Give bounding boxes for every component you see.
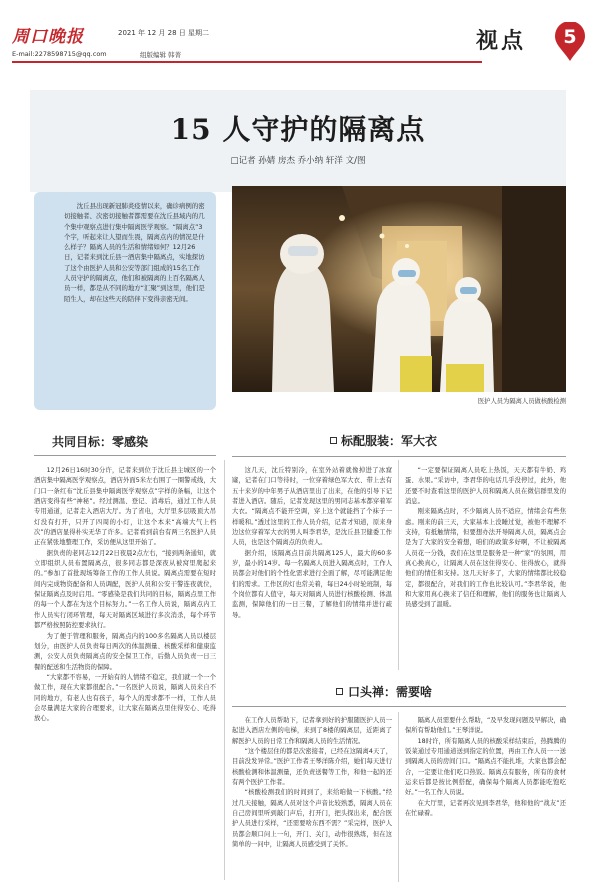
paragraph: 18时许，所有隔离人员的核酸采样结束后，热腾腾的饭菜通过专用通道送到指定的位置，再由工作人员一一送到隔离人员的房间门口。“隔离点不能扎堆，大家也都会配合，一定要让他们吃口热饭。隔离点有服务，所有的食材运来后都是按比例搭配，确保每个隔离人员都能吃饱吃好。”一名工作人员说。: [405, 737, 566, 797]
section-rule-3: [232, 706, 566, 707]
paragraph: 据介绍，该隔离点目前共隔离125人，最大的60多岁，最小的14岁。每一名隔离人员进入隔离点时，工作人员都会对他们的个性化需求进行全面了解，尽可能满足他们的需求。工作区的灯也常关着，每日24小时轮班制，每个岗位都有人值守，每天对隔离人员进行核酸检测、体温监测，保障他们的一日三餐，了解他们的情绪并进行疏导。: [232, 549, 392, 619]
photo-caption: 医护人员为隔离人员做核酸检测: [477, 398, 566, 405]
issue-date: 2021 年 12 月 28 日 星期二: [118, 29, 209, 37]
page-editors: 组版编辑 韩菁: [140, 51, 182, 59]
article-title: 15 人守护的隔离点: [170, 113, 426, 146]
column-3-top: [405, 466, 566, 668]
paragraph: 刚来隔离点时，不少隔离人员不适应，情绪会有些焦虑。刚来的前三天，大家基本上没睡过觉，被他不理解不支持，有抵触情绪，但要想办法开导隔离人员，隔离点会是为了大家的安全着想，咱们的政策多好啊，不让被隔离人员花一分钱，我们在这里是服务是一种“家”的氛围，用真心换真心，让隔离人员在这住得安心、住得放心，就得他们的情任和支持。这几天好多了，大家的情绪都比较稳定，都很配合，对我们的工作也比较认可。”李君华说，他和大家用真心换来了信任和理解，他们的服务也让隔离人员感受到了温暖。: [405, 508, 566, 609]
column-2-bottom: [232, 716, 392, 882]
article-byline: □记者 孙婧 房杰 乔小纳 轩洋 文/图: [230, 156, 366, 166]
paragraph: 据负责的老同志12月22日夜晨2点左右，“接到两条通知，就立即组织人员布置隔离点，很多同志都是深夜从被窝里爬起来的。”参加了首批现场筹备工作的工作人员说。隔离点需要在短时间内完成物资配备和人员调配，医护人员和公安干警连夜就位，保证隔离点及时启用。“零感染是我们共同的目标，隔离点里工作的每一个人都在为这个目标努力。”一名工作人员说，隔离点内工作人员实行闭环管理，每天对隔离区域进行多次消杀，每个环节都严格按照防控要求执行。: [34, 549, 216, 630]
article-photo: [232, 186, 566, 392]
paragraph: “这个楼层住的都是次密接者，已经在这隔离4天了，目前没发异常。”医护工作者王琴洋陈介绍，她们每天进行核酸检测和体温测量，还负责送餐等工作，和他一起的还有两个医护工作者。: [232, 748, 392, 787]
article-intro: 沈丘县出现新冠肺炎疫情以来，确诊病例的密切接触者、次密切接触者都需要在沈丘县域内的几个集中观察点进行集中隔离医学观察。“隔离点”3个字，听起来让人望而生畏，隔离点内的情况是什么样子？隔离人员的生活和情绪如何？12月26日，记者来到沈丘县一酒店集中隔离点，实地探访了这个由医护人员和公安等部门组成的15名工作人员守护的隔离点，他们和被隔离的上百名隔离人员一样，都是从不同的地方“汇聚”到这里，他们是陌生人，却在这些天的陪伴下变得亲密无间。: [34, 192, 216, 410]
newspaper-logo: 周口晚报: [12, 27, 84, 47]
column-1: [34, 466, 216, 880]
section-marker-3: [336, 688, 343, 695]
paragraph: 为了便于管理和服务，隔离点内的100多名隔离人员以楼层划分，由医护人员负责每日两次的体温测量、核酸采样和健康监测，公安人员负责隔离点的安全保卫工作，后勤人员负责一日三餐的配送和生活物资的保障。: [34, 632, 216, 671]
section-heading-1: 共同目标：零感染: [52, 435, 149, 449]
page-number: 5: [563, 26, 577, 48]
column-divider: [398, 712, 399, 882]
column-2-top: [232, 466, 392, 668]
section-name: 视点: [476, 28, 527, 54]
masthead-rule: [12, 61, 482, 63]
paragraph: 隔离人员需要什么帮助，“及早发现问题及早解决，确保所有帮助他们。”王琴洋说。: [405, 717, 566, 735]
section-heading-2: 标配服装：军大衣: [341, 434, 438, 448]
paragraph: 12月26日16时30分许，记者来到位于沈丘县主城区的一个酒店集中隔离医学观察点，酒店外面5米左右围了一圈警戒线，大门口一条红布“沈丘县集中隔离医学观察点”字样的条幅，让这个酒店变得有些“神秘”。经过测温、登记、消毒后，通过工作人员专用通道，记者走入酒店大厅。为了省电，大厅里多层吸顶大吊灯没有打开，只开了四周的小灯，让这个本来“高端大气上档次”的酒店显得朴实无华了许多。记者看到前台有两三名医护人员正在紧张地整理工作，采访便从这里开始了。: [34, 467, 216, 547]
section-marker-2: [330, 437, 337, 444]
paragraph: “核酸检测我们的时间到了，来给咱做一下核酸。”经过几天接触，隔离人员对这个声音比较熟悉，隔离人员在自己房间里听到敲门声后，打开门，把头探出来，配合医护人员进行采样，“还需要啥东西不需？”采完样，医护人员都会顺口问上一句，开门、关门，动作很熟练，但在这简单的一问中，让隔离人员感受到了关怀。: [232, 789, 392, 849]
section-heading-3: 口头禅：需要啥: [348, 685, 433, 699]
section-rule-1: [34, 455, 216, 456]
paragraph: “一定要保证隔离人员吃上热饭，天天都有牛奶、鸡蛋、水果。”采访中，李君华的电话几乎没停过，此外，他还要不时查看这里的医护人员和隔离人员在微信群里发的消息。: [405, 467, 566, 506]
section-rule-2: [232, 456, 566, 457]
contact-email: E-mail:2278598715@qq.com: [12, 50, 107, 58]
column-divider: [224, 460, 225, 880]
paragraph: 在工作人员帮助下，记者拿到好的护服随医护人员一起进入酒店左侧的电梯，来到了8楼的隔离层，近距离了解医护人员的日常工作和隔离人员的生活情况。: [232, 717, 392, 745]
column-divider: [398, 460, 399, 670]
paragraph: “大家都不容易，一开始有的人情绪不稳定，我们就一个一个做工作，现在大家都很配合。”一名医护人员说，隔离人员来自不同的地方，有老人也有孩子，每个人的需求都不一样，工作人员会尽量满足大家的合理要求，让大家在隔离点里住得安心、吃得放心。: [34, 673, 216, 723]
paragraph: 在大厅里，记者再次见到李君华，他和他的“战友”还在忙碌着。: [405, 799, 566, 818]
paragraph: 这几天，沈丘特别冷，在室外站着就像掉进了冰窟窿，记者在门口等待时，一位穿着绿色军大衣、带上去有五十来岁的中年男子从酒店里出了出来，在他的引导下记者进入酒店。随后，记者发现这里的男同志基本都穿着军大衣。“隔离点不能开空调，穿上这个就能挡了个袜子一样暖和。”透过这里的工作人员介绍，记者才知道，原来身边这位穿着军大衣的男人叫李君华，是沈丘县卫健委工作人员，也是这个隔离点的负责人。: [232, 467, 392, 547]
column-3-bottom: [405, 716, 566, 882]
